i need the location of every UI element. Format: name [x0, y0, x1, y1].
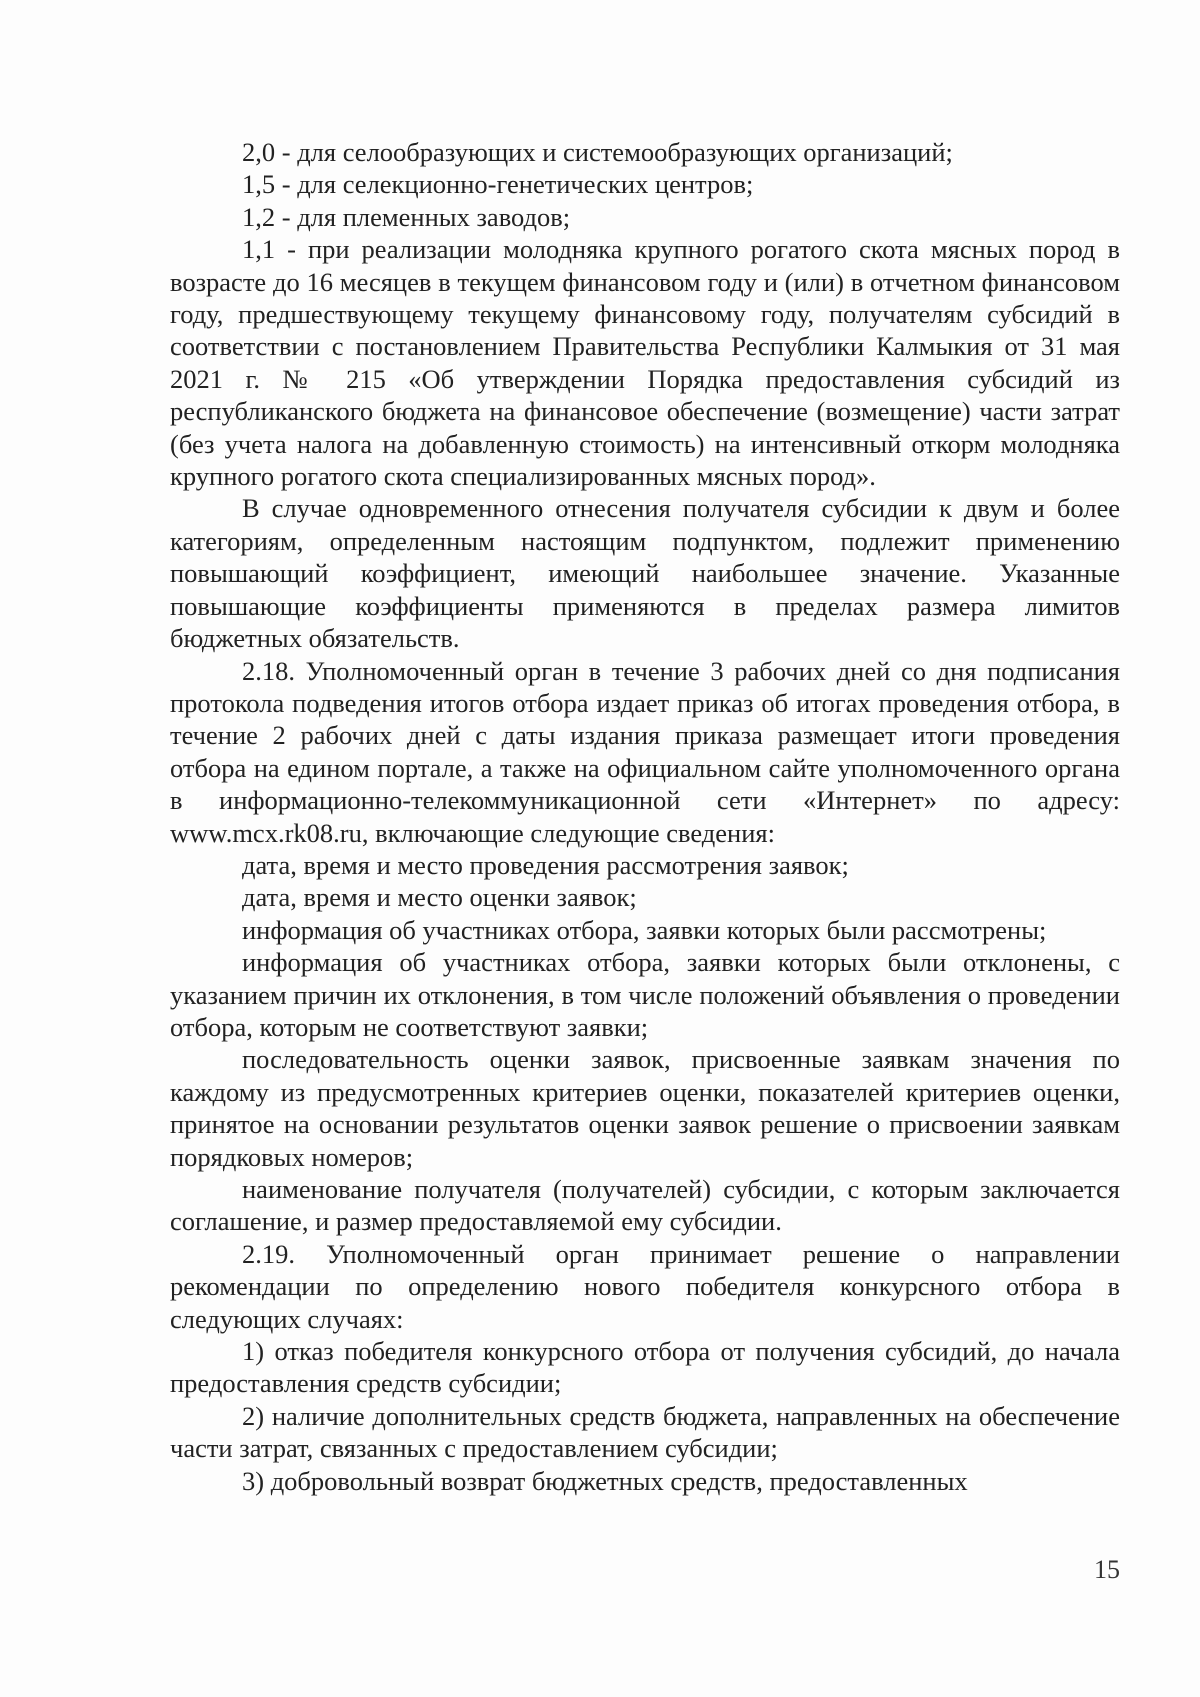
document-body — [170, 136, 1120, 1497]
paragraph-item-recipient-name: наименование получателя (получателей) субсидии, с которым заключается соглашение, и размер предоставляемой ему субсидии. — [170, 1174, 1120, 1237]
paragraph-multiple-categories: В случае одновременного отнесения получателя субсидии к двум и более категориям, определенным настоящим подпунктом, подлежит применению повышающий коэффициент, имеющий наибольшее значение. Указанные повышающие коэффициенты применяются в пределах размера лимитов бюджетных обязательств. — [170, 493, 1120, 654]
paragraph-coef-2-0: 2,0 - для селообразующих и системообразующих организаций; — [242, 137, 953, 167]
paragraph-2-18: 2.18. Уполномоченный орган в течение 3 рабочих дней со дня подписания протокола подведения итогов отбора издает приказ об итогах проведения отбора, в течение 2 рабочих дней с даты издания приказа размещает итоги проведения отбора на едином портале, а также на официальном сайте уполномоченного органа в информационно-телекоммуникационной сети «Интернет» по адресу: www.mcx.rk08.ru, включающие следующие сведения: — [170, 655, 1120, 848]
paragraph-item-reviewed-participants: информация об участниках отбора, заявки которых были рассмотрены; — [242, 914, 1047, 945]
paragraph-coef-1-5: 1,5 - для селекционно-генетических центров; — [242, 169, 754, 200]
paragraph-2-19: 2.19. Уполномоченный орган принимает решение о направлении рекомендации по определению нового победителя конкурсного отбора в следующих случаях: — [170, 1238, 1120, 1334]
paragraph-item-evaluation-date: дата, время и место оценки заявок; — [242, 882, 637, 913]
paragraph-case-3: 3) добровольный возврат бюджетных средств, предоставленных — [242, 1465, 968, 1496]
paragraph-item-evaluation-sequence: последовательность оценки заявок, присвоенные заявкам значения по каждому из предусмотренных критериев оценки, показателей критериев оценки, принятое на основании результатов оценки заявок решение о присвоении заявкам порядковых номеров; — [170, 1044, 1120, 1172]
paragraph-item-review-date: дата, время и место проведения рассмотрения заявок; — [242, 849, 849, 880]
paragraph-coef-1-1: 1,1 - при реализации молодняка крупного рогатого скота мясных пород в возрасте до 16 месяцев в текущем финансовом году и (или) в отчетном финансовом году, предшествующему текущему финансовому году, получателям субсидий в соответствии с постановлением Правительства Республики Калмыкия от 31 мая 2021 г. № 215 «Об утверждении Порядка предоставления субсидий из республиканского бюджета на финансовое обеспечение (возмещение) части затрат (без учета налога на добавленную стоимость) на интенсивный откорм молодняка крупного рогатого скота специализированных мясных пород». — [170, 234, 1120, 492]
paragraph-coef-1-2: 1,2 - для племенных заводов; — [242, 201, 571, 232]
paragraph-case-2: 2) наличие дополнительных средств бюджета, направленных на обеспечение части затрат, связанных с предоставлением субсидии; — [170, 1400, 1120, 1464]
paragraph-item-rejected-participants: информация об участниках отбора, заявки которых были отклонены, с указанием причин их отклонения, в том числе положений объявления о проведении отбора, которым не соответствуют заявки; — [170, 947, 1120, 1042]
paragraph-case-1: 1) отказ победителя конкурсного отбора от получения субсидий, до начала предоставления средств субсидии; — [170, 1336, 1120, 1399]
page-number: 15 — [1094, 1555, 1120, 1584]
